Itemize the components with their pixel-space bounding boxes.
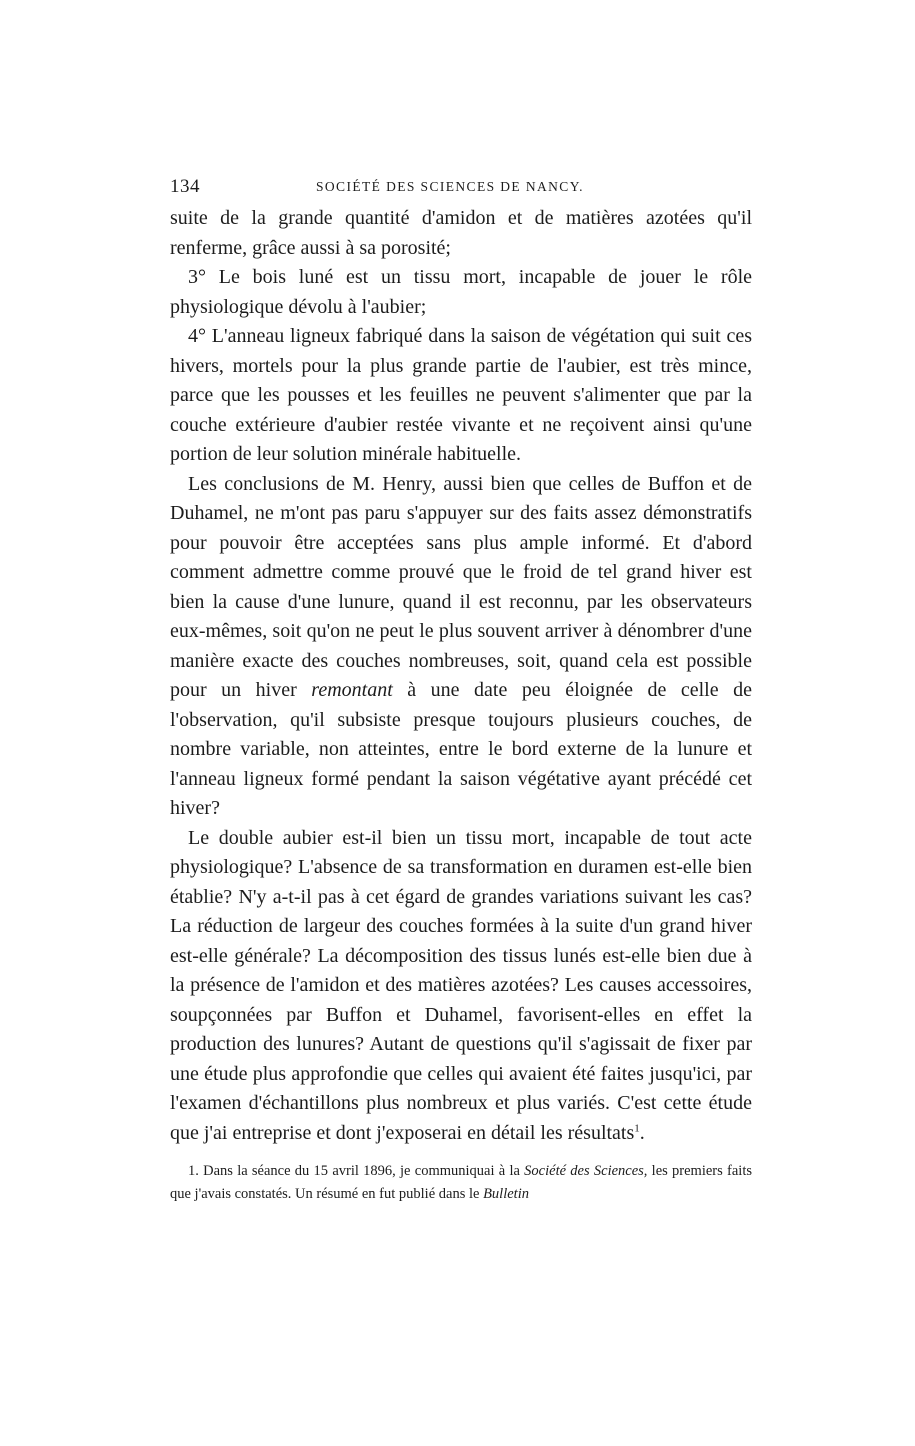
paragraph-item-3	[170, 263, 752, 322]
paragraph-text: Le bois luné est un tissu mort, incapable de jouer le rôle physiologique dévolu à l'aubier;	[170, 266, 752, 318]
emphasis-text: remontant	[311, 679, 393, 701]
paragraph-text: suite de la grande quantité d'amidon et de matières azotées qu'il renferme, grâce aussi à sa porosité;	[170, 207, 752, 259]
paragraph-continuation	[170, 204, 752, 263]
paragraph-text: Les conclusions de M. Henry, aussi bien que celles de Buffon et de Duhamel, ne m'ont pas paru s'appuyer sur des faits assez démonstratifs pour pouvoir être acceptées sans plus ample informé. Et d'abord comment admettre comme prouvé que le froid de tel grand hiver est bien la cause d'une lunure, quand il est reconnu, par les observateurs eux-mêmes, soit qu'on ne peut le plus souvent arriver à dénombrer d'une manière exacte des couches nombreuses, soit, quand cela est possible pour un hiver	[170, 472, 752, 701]
paragraph-text: L'anneau ligneux fabriqué dans la saison de végétation qui suit ces hivers, mortels pour la plus grande partie de l'aubier, est très mince, parce que les pousses et les feuilles ne peuvent s'alimenter que par la couche extérieure d'aubier restée vivante et ne reçoivent ainsi qu'une portion de leur solution minérale habituelle.	[170, 325, 752, 465]
item-number: 3°	[188, 266, 206, 288]
footnote-emphasis: Société des Sciences,	[524, 1163, 648, 1179]
running-head	[170, 176, 752, 204]
footnotes	[170, 1160, 752, 1206]
paragraph-text-after: à une date peu éloignée de celle de l'observation, qu'il subsiste presque toujours plusieurs couches, de nombre variable, non atteintes, entre le bord externe de la lunure et l'anneau ligneux formé pendant la saison végétative ayant précédé cet hiver?	[170, 679, 752, 819]
page-number: 134	[170, 176, 200, 197]
footnote-emphasis: Bulletin	[483, 1186, 529, 1202]
item-number: 4°	[188, 325, 206, 347]
footnote-reference: 1	[634, 1121, 640, 1134]
paragraph-conclusions	[170, 470, 752, 824]
footnote	[170, 1160, 752, 1206]
running-title: SOCIÉTÉ DES SCIENCES DE NANCY.	[316, 179, 584, 194]
paragraph-questions	[170, 824, 752, 1149]
paragraph-text-after: .	[639, 1121, 645, 1144]
paragraph-text: Le double aubier est-il bien un tissu mort, incapable de tout acte physiologique? L'absence de sa transformation en duramen est-elle bien établie? N'y a-t-il pas à cet égard de grandes variations suivant les cas? La réduction de largeur des couches formées à la suite d'un grand hiver est-elle générale? La décomposition des tissus lunés est-elle bien due à la présence de l'amidon et des matières azotées? Les causes accessoires, soupçonnées par Buffon et Duhamel, favorisent-elles en effet la production des lunures? Autant de questions qu'il s'agissait de fixer par une étude plus approfondie que celles qui avaient été faites jusqu'ici, par l'examen d'échantillons plus nombreux et plus variés. C'est cette étude que j'ai entreprise et dont j'exposerai en détail les résultats	[170, 826, 752, 1144]
paragraph-item-4	[170, 322, 752, 470]
page	[170, 176, 752, 1206]
footnote-number: 1.	[188, 1163, 199, 1179]
footnote-text: Dans la séance du 15 avril 1896, je communiquai à la	[198, 1163, 525, 1179]
body-text	[170, 204, 752, 1148]
footnote-text: les premiers faits que j'avais constatés. Un résumé en fut publié dans le	[170, 1163, 752, 1202]
